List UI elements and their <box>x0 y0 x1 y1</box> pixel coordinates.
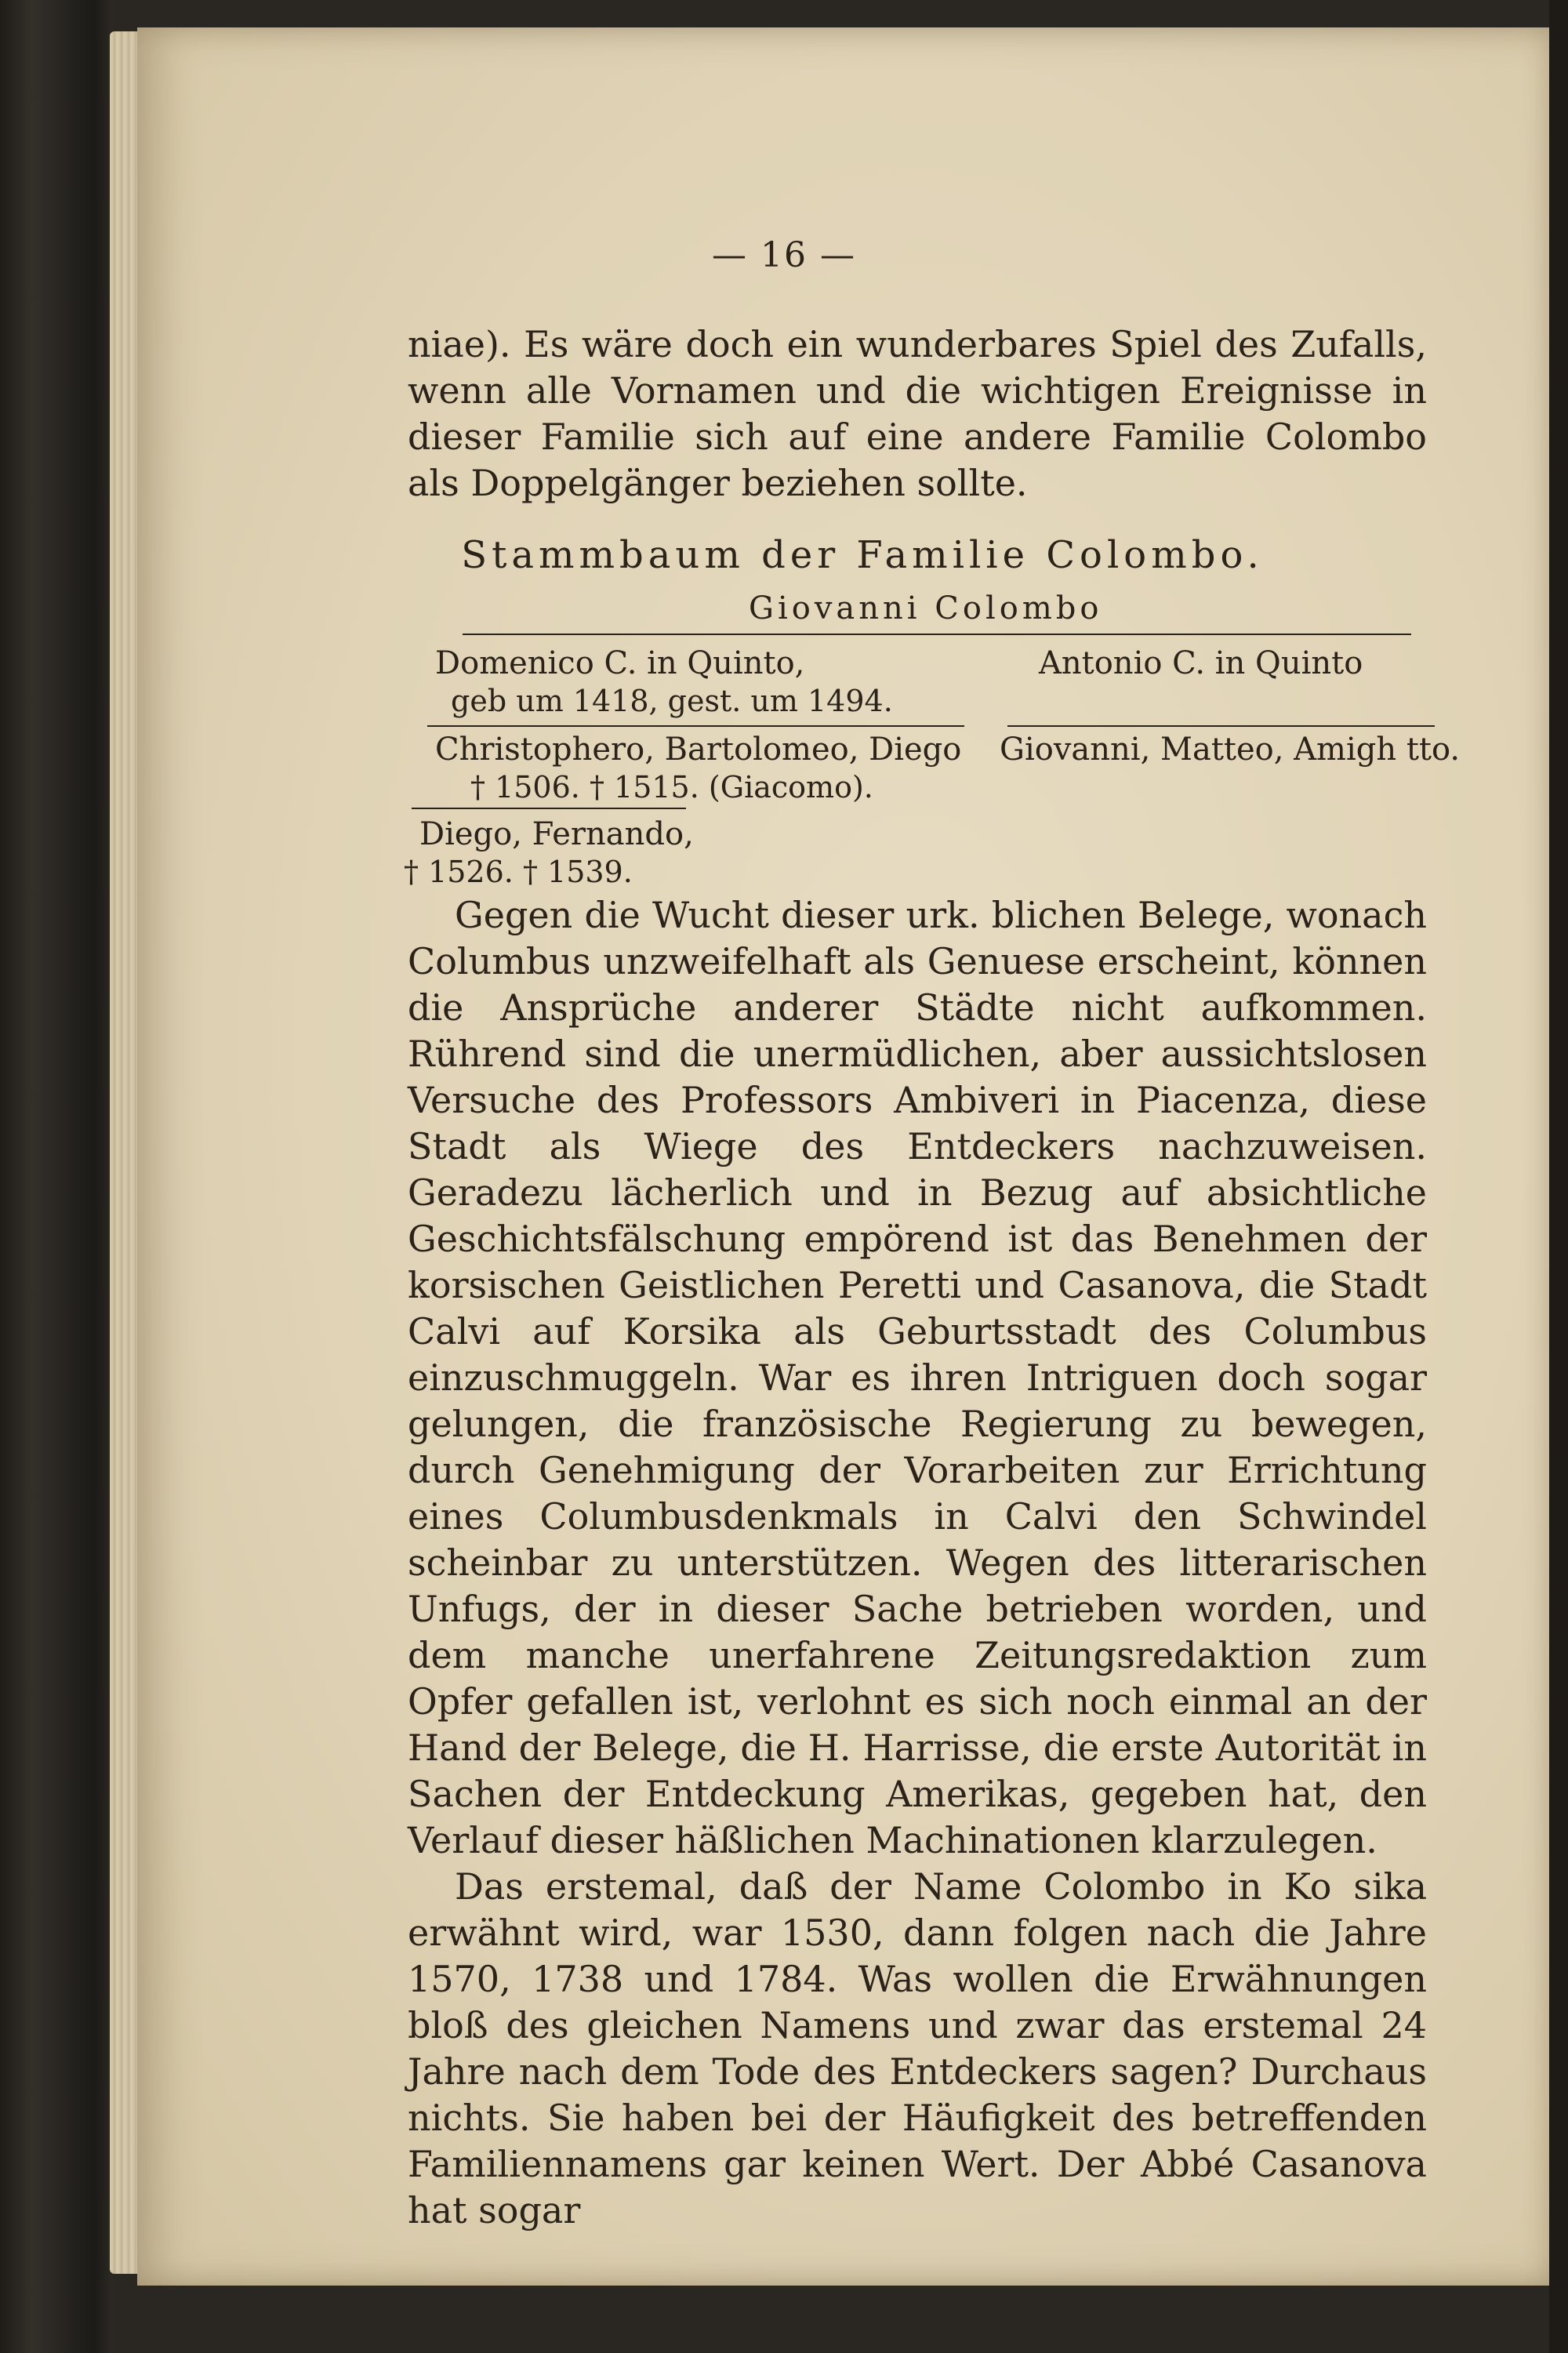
tree-christophero-bracket <box>412 808 686 809</box>
tree-antonio-children: Giovanni, Matteo, Amigh tto. <box>1000 732 1461 768</box>
tree-domenico-children: Christophero, Bartolomeo, Diego <box>435 732 962 768</box>
right-margin-shadow <box>1549 0 1568 2353</box>
intro-text: niae). Es wäre doch ein wunderbares Spiel des Zufalls, wenn alle Vornamen und die wichtigen Ereignisse in dieser Familie sich auf eine andere Familie Colombo als Doppelgänger beziehen sollte. <box>408 323 1427 504</box>
tree-domenico-children-dates: † 1506. † 1515. (Giacomo). <box>470 770 873 804</box>
tree-root: Giovanni Colombo <box>749 590 1103 626</box>
tree-christophero-children: Diego, Fernando, <box>419 816 694 852</box>
intro-paragraph <box>408 321 1427 507</box>
page-number: — 16 — <box>712 235 856 275</box>
body-paragraph-1: Gegen die Wucht dieser urk. blichen Belege, wonach Columbus unzweifelhaft als Genuese erscheint, können die Ansprüche anderer Städte nicht aufkommen. Rührend sind die unermüdlichen, aber aussichtslosen Versuche des Professors Ambiveri in Piacenza, diese Stadt als Wiege des Entdeckers nachzuweisen. Geradezu lächerlich und in Bezug auf absichtliche Geschichtsfälschung empörend ist das Benehmen der korsischen Geistlichen Peretti und Casanova, die Stadt Calvi auf Korsika als Geburtsstadt des Columbus einzuschmuggeln. War es ihren Intriguen doch sogar gelungen, die französische Regierung zu bewegen, durch Genehmigung der Vorarbeiten zur Errichtung eines Columbusdenkmals in Calvi den Schwindel scheinbar zu unterstützen. Wegen des litterarischen Unfugs, der in dieser Sache betrieben worden, und dem manche unerfahrene Zeitungsredaktion zum Opfer gefallen ist, verlohnt es sich noch einmal an der Hand der Belege, die H. Harrisse, die erste Autorität in Sachen der Entdeckung Amerikas, gegeben hat, den Verlauf dieser häßlichen Machinationen klarzulegen. <box>408 894 1427 1861</box>
tree-antonio: Antonio C. in Quinto <box>1039 645 1363 681</box>
tree-root-bracket <box>463 634 1411 635</box>
tree-domenico-dates: geb um 1418, gest. um 1494. <box>451 684 893 718</box>
body-paragraph-2: Das erstemal, daß der Name Colombo in Ko sika erwähnt wird, war 1530, dann folgen nach die Jahre 1570, 1738 und 1784. Was wollen die Erwähnungen bloß des gleichen Namens und zwar das erstemal 24 Jahre nach dem Tode des Entdeckers sagen? Durchaus nichts. Sie haben bei der Häufigkeit des betreffenden Familiennamens gar keinen Wert. Der Abbé Casanova hat sogar <box>408 1865 1427 2231</box>
tree-antonio-bracket <box>1007 725 1435 727</box>
family-tree-title: Stammbaum der Familie Colombo. <box>461 533 1264 577</box>
body-text <box>408 892 1427 2234</box>
tree-christophero-children-dates: † 1526. † 1539. <box>404 855 633 889</box>
tree-domenico: Domenico C. in Quinto, <box>435 645 805 681</box>
tree-domenico-bracket <box>427 725 964 727</box>
